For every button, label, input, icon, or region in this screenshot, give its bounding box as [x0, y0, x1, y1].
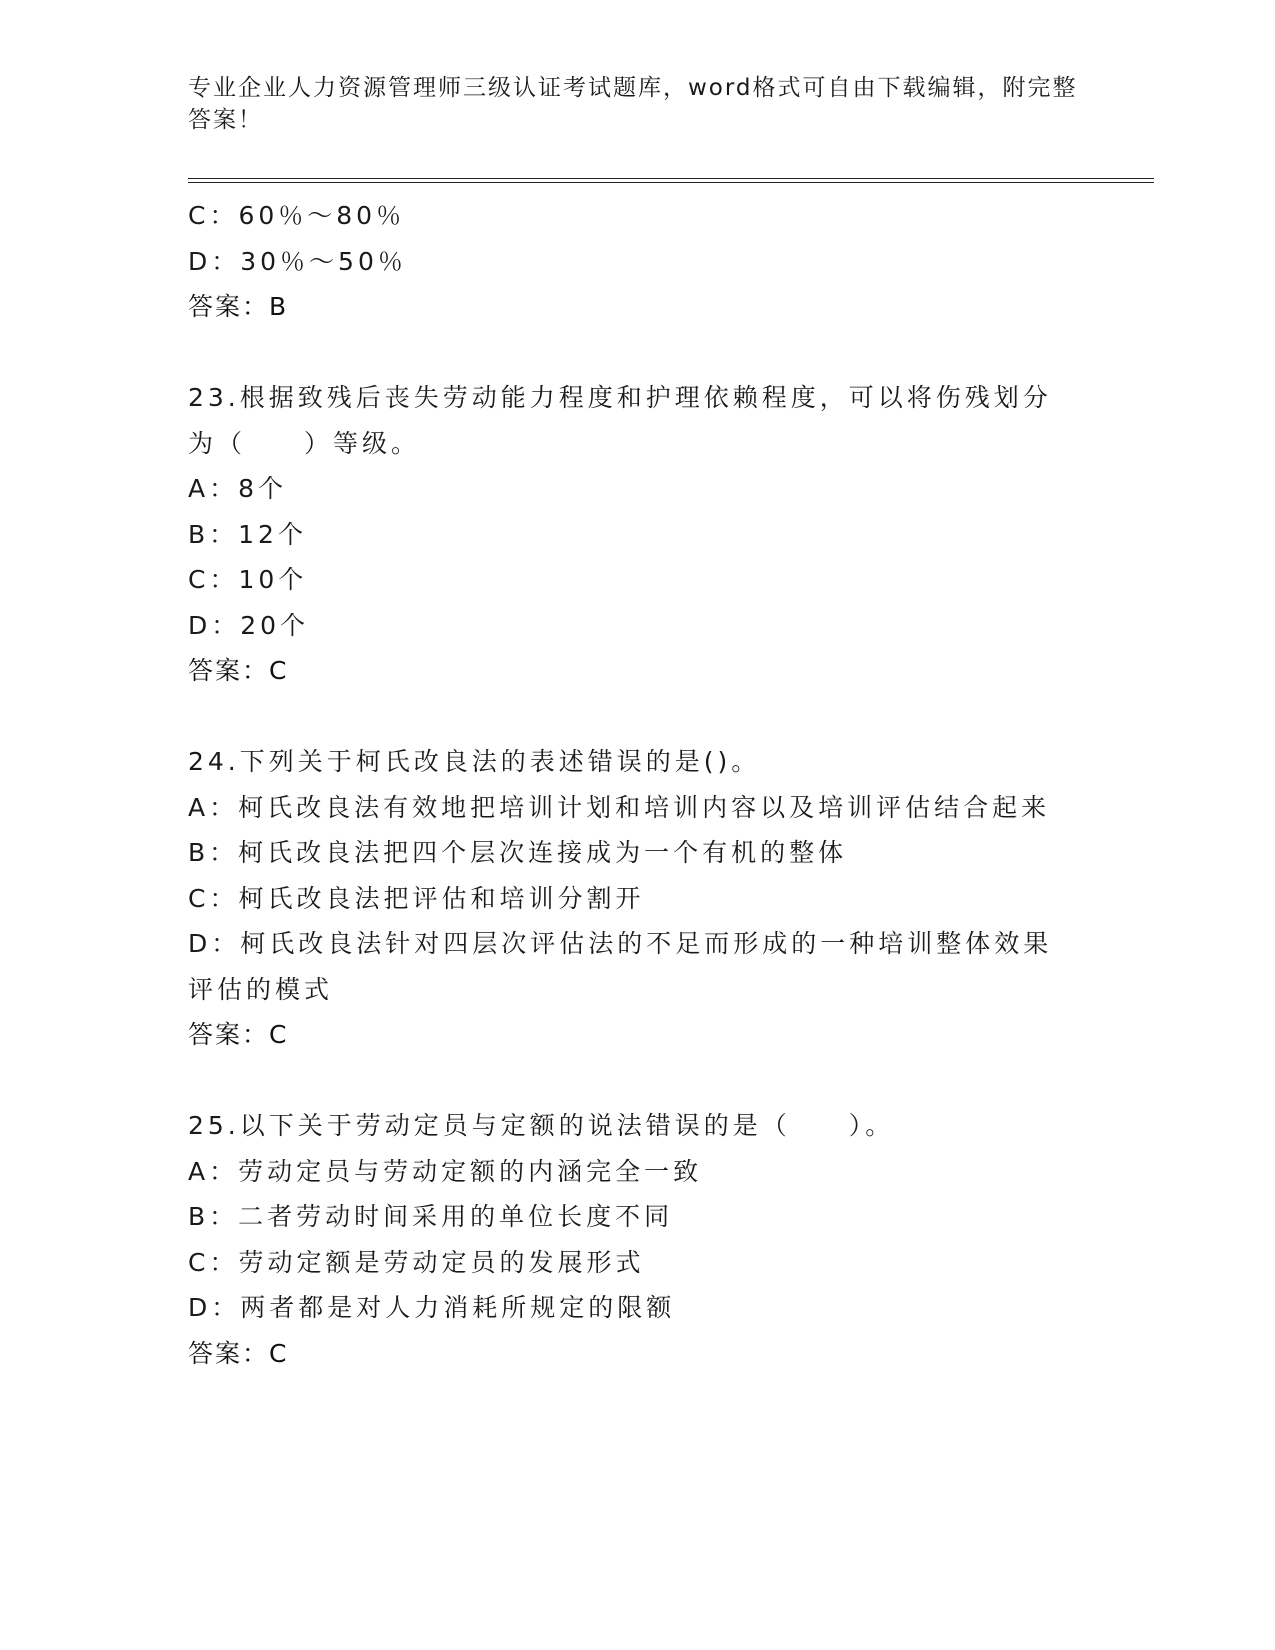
answer-line: 答案：C [188, 1338, 289, 1368]
header-divider [188, 178, 1154, 183]
spacer [188, 694, 1078, 740]
option-d: D：30％～50％ [188, 246, 407, 276]
option-c: C：劳动定额是劳动定员的发展形式 [188, 1247, 645, 1277]
answer-line: 答案：C [188, 656, 289, 685]
option-b: B：12个 [188, 519, 307, 549]
option-c: C：60％～80％ [188, 201, 406, 230]
option-d: D：柯氏改良法针对四层次评估法的不足而形成的一种培训整体效果评估的模式 [188, 929, 1053, 1004]
option-b: B：柯氏改良法把四个层次连接成为一个有机的整体 [188, 838, 848, 867]
option-d: D：20个 [188, 610, 310, 640]
answer-line: 答案：C [188, 1020, 289, 1049]
option-d: D：两者都是对人力消耗所规定的限额 [188, 1293, 676, 1322]
option-c: C：柯氏改良法把评估和培训分割开 [188, 883, 645, 913]
option-a: A：柯氏改良法有效地把培训计划和培训内容以及培训评估结合起来 [188, 792, 1051, 822]
option-b: B：二者劳动时间采用的单位长度不同 [188, 1202, 674, 1231]
page-header: 专业企业人力资源管理师三级认证考试题库，word格式可自由下载编辑，附完整答案！ [188, 75, 1078, 133]
question-stem: 25.以下关于劳动定员与定额的说法错误的是（ ）。 [188, 1111, 895, 1140]
answer-line: 答案：B [188, 292, 289, 321]
document-body [188, 193, 1078, 1376]
question-block-23 [188, 375, 1078, 694]
question-block-22 [188, 193, 1078, 330]
option-c: C：10个 [188, 565, 308, 594]
question-stem: 24.下列关于柯氏改良法的表述错误的是()。 [188, 747, 761, 776]
spacer [188, 330, 1078, 376]
spacer [188, 1058, 1078, 1104]
question-block-24 [188, 739, 1078, 1058]
question-stem: 23.根据致残后丧失劳动能力程度和护理依赖程度，可以将伤残划分为（ ）等级。 [188, 383, 1052, 458]
option-a: A：劳动定员与劳动定额的内涵完全一致 [188, 1156, 703, 1186]
question-block-25 [188, 1103, 1078, 1376]
option-a: A：8个 [188, 474, 288, 503]
